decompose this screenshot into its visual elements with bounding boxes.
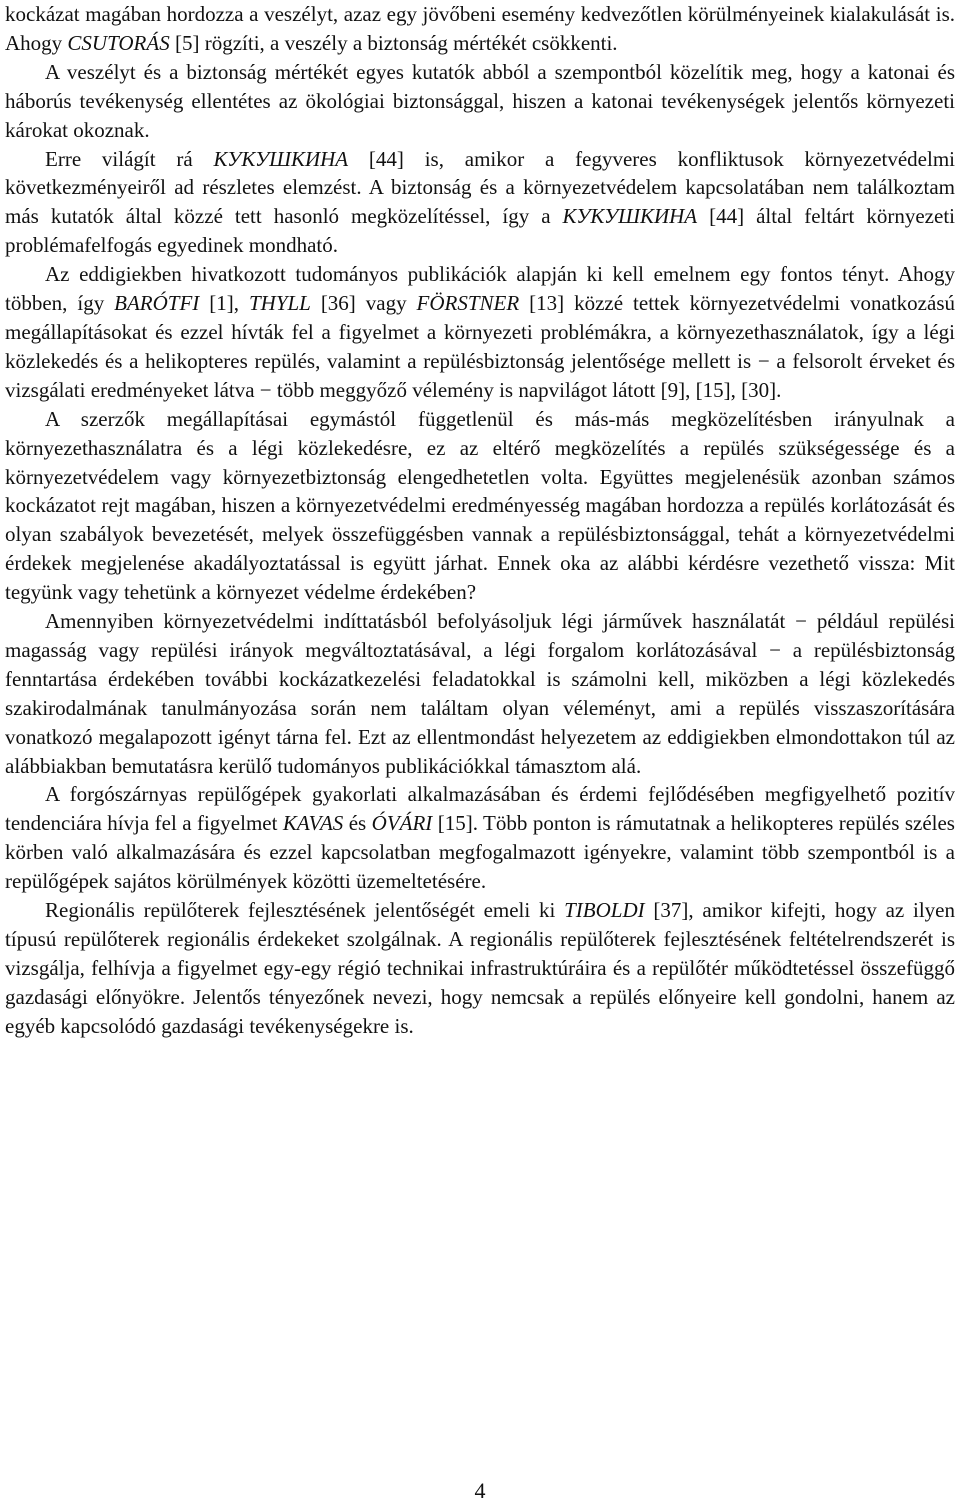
text-segment: Az eddigiekben hivatkozott tudományos publikációk alapján ki kell emelnem egy fontos tényt. Ahogy többen, így <box>5 262 955 316</box>
text-segment: Amennyiben környezetvédelmi indíttatásból befolyásoljuk légi járművek használatát − például repülési magasság vagy repülési irányok megváltoztatásával, a légi forgalom korlátozásával − a repülésbiztonság fenntartása érdekében további kockázatkezelési feladatokkal is számolni kell, miközben a légi közlekedés szakirodalmának tanulmányozása során nem találtam olyan véleményt, ami a repülés visszaszorítására vonatkozó megalapozott igényt tárna fel. Ezt az ellentmondást helyezetem az eddigiekben elmondottakon túl az alábbiakban bemutatásra kerülő tudományos publikációkkal támasztom alá. <box>5 609 955 778</box>
text-segment: Erre világít rá <box>45 146 214 171</box>
text-segment: [1], <box>199 291 249 316</box>
author-citation: THYLL <box>248 291 311 316</box>
author-citation: КУКУШКИНА <box>562 204 698 229</box>
paragraph <box>5 145 955 261</box>
document-body <box>5 0 955 1041</box>
text-segment: [44] által feltárt környezeti problémafelfogás egyedinek mondható. <box>5 204 955 258</box>
text-segment: [13] közzé tettek környezetvédelmi vonatkozású megállapításokat és ezzel hívták fel a figyelmet a környezeti problémákra, a környezethasználatok, így a légi közlekedés és a helikopteres repülés, valamint a repülésbiztonság jelentősége mellett is − a felsorolt érveket és vizsgálati eredményeket látva − több meggyőző vélemény is napvilágot látott [9], [15], [30]. <box>5 291 955 402</box>
paragraph <box>5 0 955 58</box>
paragraph <box>5 260 955 405</box>
page-number: 4 <box>474 1478 486 1503</box>
author-citation: BARÓTFI <box>114 291 200 316</box>
paragraph <box>5 607 955 780</box>
paragraph <box>5 58 955 145</box>
author-citation: FÖRSTNER <box>416 291 520 316</box>
text-segment: és <box>343 811 372 836</box>
paragraph <box>5 405 955 607</box>
author-citation: КУКУШКИНА <box>213 146 349 171</box>
text-segment: [37], amikor kifejti, hogy az ilyen típusú repülőterek regionális érdekeket szolgálnak. A regionális repülőterek fejlesztésének feltételrendszerét is vizsgálja, felhívja a figyelmet egy-egy régió technikai infrastruktúráira és a repülőtér működtetéssel összefüggő gazdasági előnyökre. Jelentős tényezőnek nevezi, hogy nemcsak a repülés előnyeire kell gondolni, hanem az egyéb kapcsolódó gazdasági tevékenységekre is. <box>5 898 955 1038</box>
text-segment: [44] is, amikor a fegyveres konfliktusok környezetvédelmi következményeiről ad részletes elemzést. A biztonság és a környezetvédelem kapcsolatában nem találkoztam más kutatók által közzé tett hasonló megközelítéssel, így a <box>5 146 955 229</box>
text-segment: [5] rögzíti, a veszély a biztonság mértékét csökkenti. <box>169 30 618 55</box>
paragraph <box>5 780 955 896</box>
text-segment: [36] vagy <box>310 291 417 316</box>
text-segment: [15]. Több ponton is rámutatnak a helikopteres repülés széles körben való alkalmazására és ezzel kapcsolatban megfogalmazott igényekre, valamint több szempontból is a repülőgépek sajátos körülmények közötti üzemeltetésére. <box>5 811 955 894</box>
text-segment: kockázat magában hordozza a veszélyt, azaz egy jövőbeni esemény kedvezőtlen körülményeinek kialakulását is. Ahogy <box>5 2 955 55</box>
author-citation: TIBOLDI <box>564 898 645 923</box>
author-citation: ÓVÁRI <box>371 811 433 836</box>
text-segment: A forgószárnyas repülőgépek gyakorlati alkalmazásában és érdemi fejlődésében megfigyelhető pozitív tendenciára hívja fel a figyelmet <box>5 782 955 836</box>
author-citation: CSUTORÁS <box>67 30 170 55</box>
paragraph <box>5 896 955 1041</box>
text-segment: A veszélyt és a biztonság mértékét egyes kutatók abból a szempontból közelítik meg, hogy a katonai és háborús tevékenység ellentétes az ökológiai biztonsággal, hiszen a katonai tevékenységek jelentős környezeti károkat okoznak. <box>5 59 955 142</box>
text-segment: Regionális repülőterek fejlesztésének jelentőségét emeli ki <box>45 898 565 923</box>
text-segment: A szerzők megállapításai egymástól függetlenül és más-más megközelítésben irányulnak a környezethasználatra és a légi közlekedésre, ez az eltérő megközelítés a repülés szükségessége és a környezetvédelem vagy környezetbiztonság elengedhetetlen volta. Együttes megjelenésük azonban számos kockázatot rejt magában, hiszen a környezetvédelmi eredményesség magában hordozza a repülés korlátozását és olyan szabályok bevezetését, melyek összefüggésben vannak a repülésbiztonsággal, tehát a környezetvédelmi érdekek megjelenése akadályoztatással is együtt járhat. Ennek oka az alábbi kérdésre vezethető vissza: Mit tegyünk vagy tehetünk a környezet védelme érdekében? <box>5 406 955 605</box>
author-citation: KAVAS <box>282 811 344 836</box>
